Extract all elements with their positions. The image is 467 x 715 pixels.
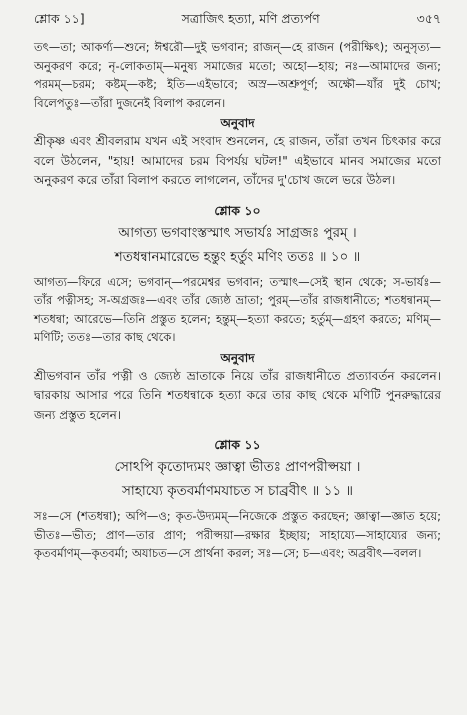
synonyms-verse-10: আগত্য—ফিরে এসে; ভগবান্‌—পরমেশ্বর ভগবান; তস্মাৎ—সেই স্থান থেকে; স-ভার্যঃ—তাঁর পত্নীসহ; স-অগ্রজঃ—এবং তাঁর জ্যেষ্ঠ ভ্রাতা; পুরম্‌—তাঁর রাজধানীতে; শতধন্বানম্‌—শতধন্বা; আরেভে—তিনি প্রস্তুত হলেন; হন্তুম্‌—হত্যা করতে; হর্তুম্‌—গ্রহণ করতে; মণিম্‌—মণিটি; ততঃ—তার কাছ থেকে।: [34, 274, 441, 344]
verse-line: সোঽপি কৃতোদ্যমং জ্ঞাত্বা ভীতঃ প্রাণপরীপ্সয়া ।: [114, 459, 361, 475]
translation-heading: অনুবাদ: [220, 116, 255, 130]
page-content: [34, 38, 441, 563]
translation-verse-10: শ্রীভগবান তাঁর পত্নী ও জ্যেষ্ঠ ভ্রাতাকে নিয়ে তাঁর রাজধানীতে প্রত্যাবর্তন করলেন। দ্বারকায় আসার পরে তিনি শতধন্বাকে হত্যা করে তার কাছ থেকে মণিটি পুনরুদ্ধারের জন্য প্রস্তুত হলেন।: [34, 368, 441, 422]
translation-heading: অনুবাদ: [220, 350, 255, 365]
verse-heading: শ্লোক ১০: [214, 202, 261, 218]
page-number: ৩৫৭: [416, 11, 441, 26]
verse-reference: শ্লোক ১১]: [34, 11, 85, 26]
verse-line: আগত্য ভগবাংস্তস্মাৎ সভার্যঃ সাগ্রজঃ পুরম্‌ ।: [118, 224, 357, 241]
verse-line: শতধন্বানমারেভে হন্তুং হর্তুং মণিং ততঃ ॥ ১০ ॥: [114, 248, 361, 265]
chapter-title: সত্রাজিৎ হত্যা, মণি প্রত্যর্পণ: [181, 11, 320, 26]
verse-line: সাহায্যে কৃতবর্মাণমযাচত স চাব্রবীৎ ॥ ১১ ॥: [121, 483, 354, 499]
verse-heading: শ্লোক ১১: [214, 437, 261, 452]
synonyms-verse-9: তৎ—তা; আকর্ণ্য—শুনে; ঈশ্বরৌ—দুই ভগবান; রাজন্‌—হে রাজন (পরীক্ষিৎ); অনুসৃত্য—অনুকরণ করে; নৃ-লোকতাম্‌—মনুষ্য সমাজের মতো; অহো—হায়; নঃ—আমাদের জন্য; পরমম্‌—চরম; কষ্টম্‌—কষ্ট; ইতি—এইভাবে; অস্র—অশ্রুপূর্ণ; অক্ষৌ—যাঁর দুই চোখ; বিলেপতুঃ—তাঁরা দুজনেই বিলাপ করলেন।: [34, 40, 441, 110]
synonyms-verse-11: সঃ—সে (শতধন্বা); অপি—ও; কৃত-উদ্যমম্‌—নিজেকে প্রস্তুত করছেন; জ্ঞাত্বা—জ্ঞাত হয়ে; ভীতঃ—ভীত; প্রাণ—তার প্রাণ; পরীপ্সয়া—রক্ষার ইচ্ছায়; সাহায্যে—সাহায্যের জন্য; কৃতবর্মাণম্‌—কৃতবর্মা; অযাচত—সে প্রার্থনা করল; সঃ—সে; চ—এবং; অব্রবীৎ—বলল।: [34, 509, 441, 560]
translation-verse-9: শ্রীকৃষ্ণ এবং শ্রীবলরাম যখন এই সংবাদ শুনলেন, হে রাজন, তাঁরা তখন চিৎকার করে বলে উঠলেন, "হায়! আমাদের চরম বিপর্যয় ঘটল!" এইভাবে মানব সমাজের মতো অনুকরণ করে তাঁরা বিলাপ করতে লাগলেন, তাঁদের দু'চোখ জলে ভরে উঠল।: [34, 134, 441, 187]
page-header: [34, 10, 441, 32]
